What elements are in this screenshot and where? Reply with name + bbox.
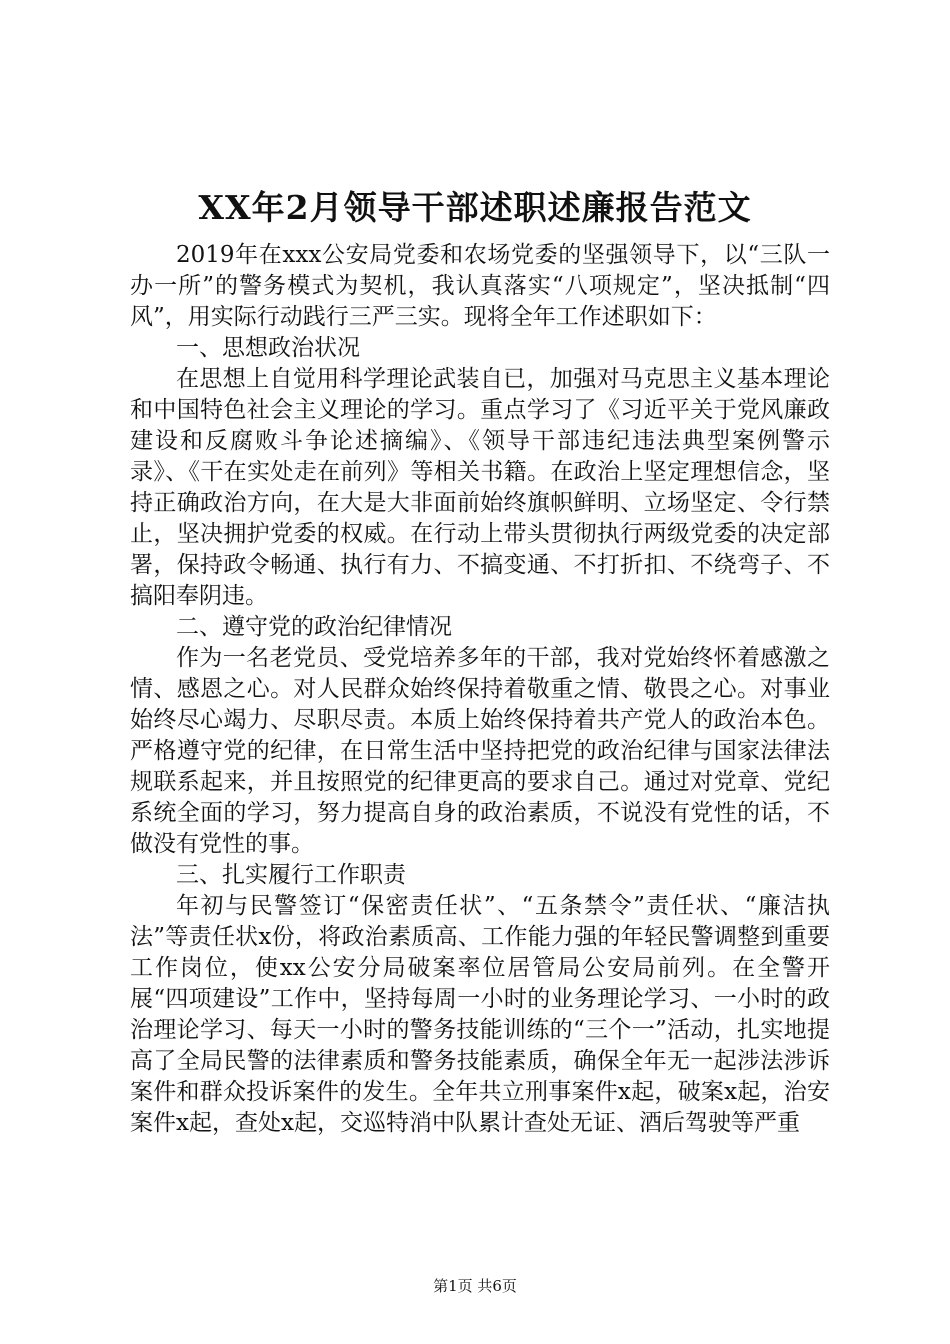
- document-body: [130, 240, 830, 1139]
- paragraph-section-3: 年初与民警签订“保密责任状”、“五条禁令”责任状、“廉洁执法”等责任状x份，将政治素质高、工作能力强的年轻民警调整到重要工作岗位，使xx公安分局破案率位居管局公安局前列。在全警开展“四项建设”工作中，坚持每周一小时的业务理论学习、一小时的政治理论学习、每天一小时的警务技能训练的“三个一”活动，扎实地提高了全局民警的法律素质和警务技能素质，确保全年无一起涉法涉诉案件和群众投诉案件的发生。全年共立刑事案件x起，破案x起，治安案件x起，查处x起，交巡特消中队累计查处无证、酒后驾驶等严重: [130, 893, 830, 1136]
- paragraph-section-1: 在思想上自觉用科学理论武装自已，加强对马克思主义基本理论和中国特色社会主义理论的学习。重点学习了《习近平关于党风廉政建设和反腐败斗争论述摘编》、《领导干部违纪违法典型案例警示录》、《干在实处走在前列》等相关书籍。在政治上坚定理想信念，坚持正确政治方向，在大是大非面前始终旗帜鲜明、立场坚定、令行禁止，坚决拥护党委的权威。在行动上带头贯彻执行两级党委的决定部署，保持政令畅通、执行有力、不搞变通、不打折扣、不绕弯子、不搞阳奉阴违。: [130, 366, 830, 609]
- page-number-footer: 第1页 共6页: [433, 1277, 517, 1295]
- paragraph-intro: 2019年在xxx公安局党委和农场党委的坚强领导下，以“三队一办一所”的警务模式为契机，我认真落实“八项规定”，坚决抵制“四风”，用实际行动践行三严三实。现将全年工作述职如下：: [130, 242, 830, 330]
- document-title: XX年2月领导干部述职述廉报告范文: [198, 188, 752, 227]
- paragraph-section-2: 作为一名老党员、受党培养多年的干部，我对党始终怀着感激之情、感恩之心。对人民群众始终保持着敬重之情、敬畏之心。对事业始终尽心竭力、尽职尽责。本质上始终保持着共产党人的政治本色。严格遵守党的纪律，在日常生活中坚持把党的政治纪律与国家法律法规联系起来，并且按照党的纪律更高的要求自己。通过对党章、党纪系统全面的学习，努力提高自身的政治素质，不说没有党性的话，不做没有党性的事。: [130, 645, 830, 857]
- section-heading-1: 一、思想政治状况: [176, 335, 360, 361]
- section-heading-2: 二、遵守党的政治纪律情况: [176, 614, 452, 640]
- section-heading-3: 三、扎实履行工作职责: [176, 862, 406, 888]
